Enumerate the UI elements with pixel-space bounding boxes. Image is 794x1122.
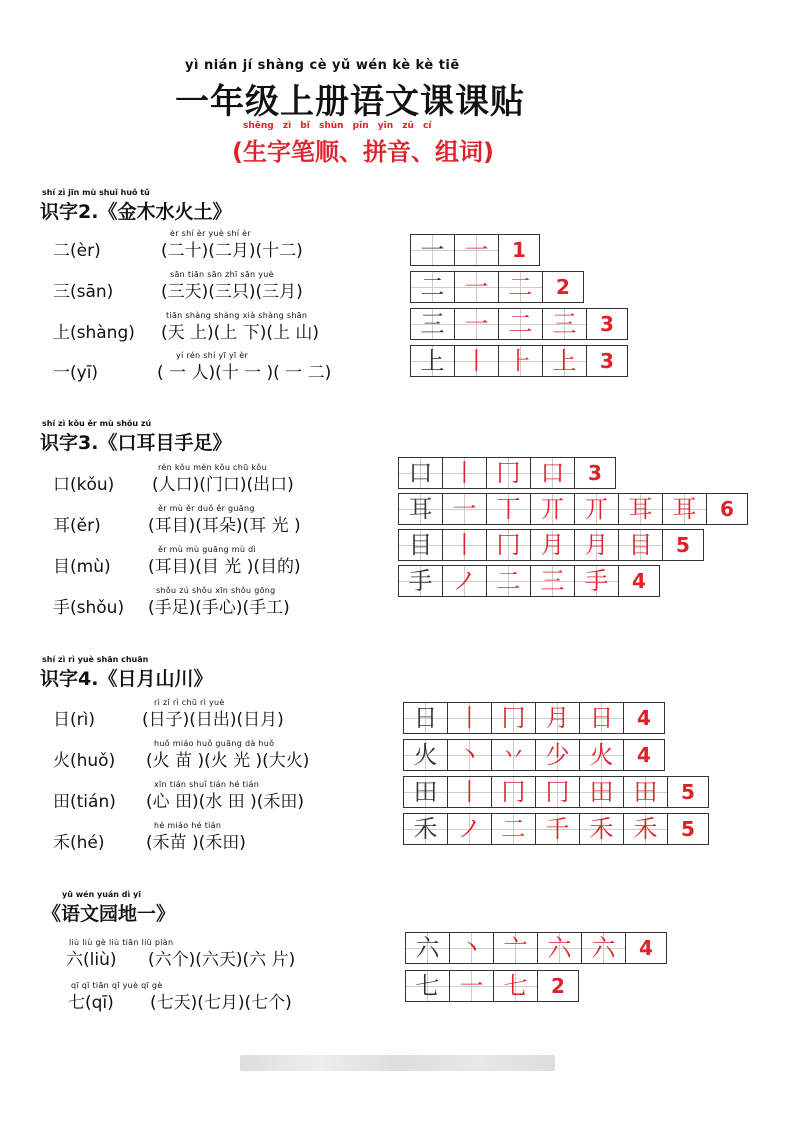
stroke-cell: 一: [454, 271, 499, 303]
stroke-cell: 二: [498, 271, 543, 303]
stroke-cell: 丷: [491, 739, 536, 771]
stroke-count: 4: [623, 739, 665, 771]
char-cell: 目: [398, 529, 443, 561]
section-title: 识字3.《口耳目手足》: [40, 432, 232, 454]
stroke-count: 5: [667, 776, 709, 808]
char-entry: 上(shàng): [53, 323, 135, 343]
char-entry: 二(èr): [53, 241, 101, 261]
stroke-count: 5: [667, 813, 709, 845]
char-entry: 一(yī): [53, 363, 99, 383]
word-pinyin: liù liù gè liù tiān liù piàn: [69, 938, 174, 947]
word-pinyin: yí rén shí yī yī èr: [176, 351, 249, 360]
word-pinyin: rén kǒu mén kǒu chū kǒu: [158, 463, 267, 472]
word-list: (禾苗 )(禾田): [146, 833, 246, 853]
stroke-count: 6: [706, 493, 748, 525]
stroke-cell: 禾: [579, 813, 624, 845]
stroke-cell: 一: [454, 308, 499, 340]
word-pinyin: rì zǐ rì chū rì yuè: [154, 698, 225, 707]
stroke-grid-group: [398, 457, 747, 597]
stroke-count: 2: [542, 271, 584, 303]
char-cell: 三: [410, 308, 455, 340]
stroke-cell: 三: [530, 565, 575, 597]
stroke-grid: [398, 493, 747, 525]
word-list: (二十)(二月)(十二): [161, 241, 303, 261]
stroke-cell: 手: [574, 565, 619, 597]
stroke-cell: 六: [581, 932, 626, 964]
stroke-count: 4: [625, 932, 667, 964]
word-pinyin: hé miáo hé tián: [154, 821, 222, 830]
stroke-grid: [405, 932, 666, 964]
subtitle-pinyin: shēng zì bǐ shùn pīn yīn zǔ cí: [243, 121, 432, 131]
char-cell: 火: [403, 739, 448, 771]
stroke-grid: [398, 565, 747, 597]
section-pinyin: shí zì rì yuè shān chuān: [42, 655, 149, 664]
stroke-grid: [398, 529, 747, 561]
stroke-grid: [410, 234, 627, 266]
section-title: 《语文园地一》: [42, 903, 176, 925]
stroke-grid-group: [403, 702, 708, 845]
word-list: (三天)(三只)(三月): [161, 282, 303, 302]
section-pinyin: shí zì kǒu ěr mù shǒu zú: [42, 419, 152, 428]
char-entry: 三(sān): [53, 282, 114, 302]
stroke-cell: 六: [537, 932, 582, 964]
char-entry: 六(liù): [66, 950, 117, 970]
stroke-cell: 冂: [486, 457, 531, 489]
word-pinyin: shǒu zú shǒu xīn shǒu gōng: [156, 586, 276, 595]
word-list: (手足)(手心)(手工): [148, 598, 290, 618]
word-list: (耳目)(目 光 )(目的): [148, 557, 301, 577]
stroke-cell: ノ: [447, 813, 492, 845]
stroke-cell: 口: [530, 457, 575, 489]
stroke-count: 4: [623, 702, 665, 734]
stroke-cell: 冂: [486, 529, 531, 561]
char-cell: 手: [398, 565, 443, 597]
stroke-cell: 日: [579, 702, 624, 734]
char-cell: 口: [398, 457, 443, 489]
stroke-cell: 丨: [447, 702, 492, 734]
stroke-cell: 丨: [454, 345, 499, 377]
title-pinyin: yì nián jí shàng cè yǔ wén kè kè tiē: [185, 58, 460, 73]
stroke-cell: 丨: [442, 529, 487, 561]
stroke-cell: 一: [442, 493, 487, 525]
word-pinyin: qī qī tiān qī yuè qī gè: [71, 981, 163, 990]
stroke-grid: [403, 813, 708, 845]
stroke-count: 3: [586, 345, 628, 377]
section-pinyin: yǔ wén yuán dì yī: [62, 890, 141, 899]
word-list: (日子)(日出)(日月): [142, 710, 284, 730]
stroke-cell: 火: [579, 739, 624, 771]
word-list: (六个)(六天)(六 片): [148, 950, 296, 970]
stroke-count: 3: [586, 308, 628, 340]
word-pinyin: èr shí èr yuè shí èr: [170, 229, 251, 238]
stroke-cell: 一: [454, 234, 499, 266]
char-cell: 二: [410, 271, 455, 303]
stroke-cell: 一: [449, 970, 494, 1002]
char-cell: 上: [410, 345, 455, 377]
word-list: (耳目)(耳朵)(耳 光 ): [148, 516, 301, 536]
stroke-cell: 田: [579, 776, 624, 808]
stroke-cell: 丅: [486, 493, 531, 525]
stroke-cell: 耳: [618, 493, 663, 525]
char-entry: 手(shǒu): [53, 598, 125, 618]
char-cell: 禾: [403, 813, 448, 845]
char-entry: 禾(hé): [53, 833, 105, 853]
stroke-cell: 七: [493, 970, 538, 1002]
stroke-cell: 冂: [491, 776, 536, 808]
word-pinyin: ěr mù ěr duǒ ěr guāng: [158, 504, 255, 513]
stroke-cell: 二: [491, 813, 536, 845]
word-pinyin: ěr mù mù guāng mù dì: [158, 545, 257, 554]
stroke-cell: 三: [542, 308, 587, 340]
char-entry: 七(qī): [68, 993, 114, 1013]
char-cell: 七: [405, 970, 450, 1002]
char-entry: 口(kǒu): [53, 475, 115, 495]
word-list: (天 上)(上 下)(上 山): [161, 323, 320, 343]
word-pinyin: sān tiān sān zhī sān yuè: [170, 270, 274, 279]
stroke-cell: 千: [535, 813, 580, 845]
char-cell: 一: [410, 234, 455, 266]
word-pinyin: huǒ miáo huǒ guāng dà huǒ: [154, 739, 275, 748]
char-entry: 日(rì): [53, 710, 95, 730]
stroke-grid: [410, 271, 627, 303]
blurred-footer: [240, 1055, 555, 1071]
char-entry: 田(tián): [53, 792, 116, 812]
stroke-cell: ⺊: [498, 345, 543, 377]
stroke-grid: [403, 739, 708, 771]
stroke-grid: [405, 970, 666, 1002]
char-cell: 六: [405, 932, 450, 964]
stroke-cell: 上: [542, 345, 587, 377]
stroke-cell: 目: [618, 529, 663, 561]
stroke-cell: ノ: [442, 565, 487, 597]
stroke-cell: 亠: [493, 932, 538, 964]
char-entry: 耳(ěr): [53, 516, 101, 536]
stroke-count: 1: [498, 234, 540, 266]
stroke-count: 4: [618, 565, 660, 597]
stroke-cell: 丨: [447, 776, 492, 808]
char-entry: 目(mù): [53, 557, 111, 577]
word-pinyin: tiān shàng shàng xià shàng shān: [166, 311, 308, 320]
stroke-cell: 丶: [447, 739, 492, 771]
stroke-cell: 二: [486, 565, 531, 597]
page-subtitle: (生字笔顺、拼音、组词): [232, 138, 494, 166]
stroke-cell: 禾: [623, 813, 668, 845]
stroke-cell: 田: [623, 776, 668, 808]
word-list: (心 田)(水 田 )(禾田): [146, 792, 305, 812]
stroke-grid: [410, 308, 627, 340]
stroke-cell: 丌: [574, 493, 619, 525]
stroke-cell: 丨: [442, 457, 487, 489]
word-list: (七天)(七月)(七个): [150, 993, 292, 1013]
stroke-grid: [398, 457, 747, 489]
stroke-grid: [410, 345, 627, 377]
stroke-grid: [403, 702, 708, 734]
stroke-count: 5: [662, 529, 704, 561]
word-list: ( 一 人)(十 一 )( 一 二): [157, 363, 332, 383]
stroke-cell: 冂: [535, 776, 580, 808]
stroke-cell: 月: [530, 529, 575, 561]
stroke-cell: 月: [535, 702, 580, 734]
stroke-cell: 丶: [449, 932, 494, 964]
stroke-cell: 少: [535, 739, 580, 771]
stroke-grid-group: [405, 932, 666, 1002]
word-list: (人口)(门口)(出口): [152, 475, 294, 495]
section-pinyin: shí zì jīn mù shuǐ huǒ tǔ: [42, 188, 150, 197]
stroke-count: 3: [574, 457, 616, 489]
page-title: 一年级上册语文课课贴: [175, 82, 525, 122]
stroke-cell: 月: [574, 529, 619, 561]
char-cell: 日: [403, 702, 448, 734]
stroke-grid-group: [410, 234, 627, 377]
stroke-cell: 二: [498, 308, 543, 340]
char-entry: 火(huǒ): [53, 751, 116, 771]
section-title: 识字2.《金木水火土》: [40, 201, 232, 223]
stroke-grid: [403, 776, 708, 808]
char-cell: 耳: [398, 493, 443, 525]
word-list: (火 苗 )(火 光 )(大火): [146, 751, 310, 771]
stroke-cell: 冂: [491, 702, 536, 734]
char-cell: 田: [403, 776, 448, 808]
stroke-cell: 丌: [530, 493, 575, 525]
word-pinyin: xīn tián shuǐ tián hé tián: [154, 780, 260, 789]
stroke-count: 2: [537, 970, 579, 1002]
stroke-cell: 耳: [662, 493, 707, 525]
section-title: 识字4.《日月山川》: [40, 668, 213, 690]
